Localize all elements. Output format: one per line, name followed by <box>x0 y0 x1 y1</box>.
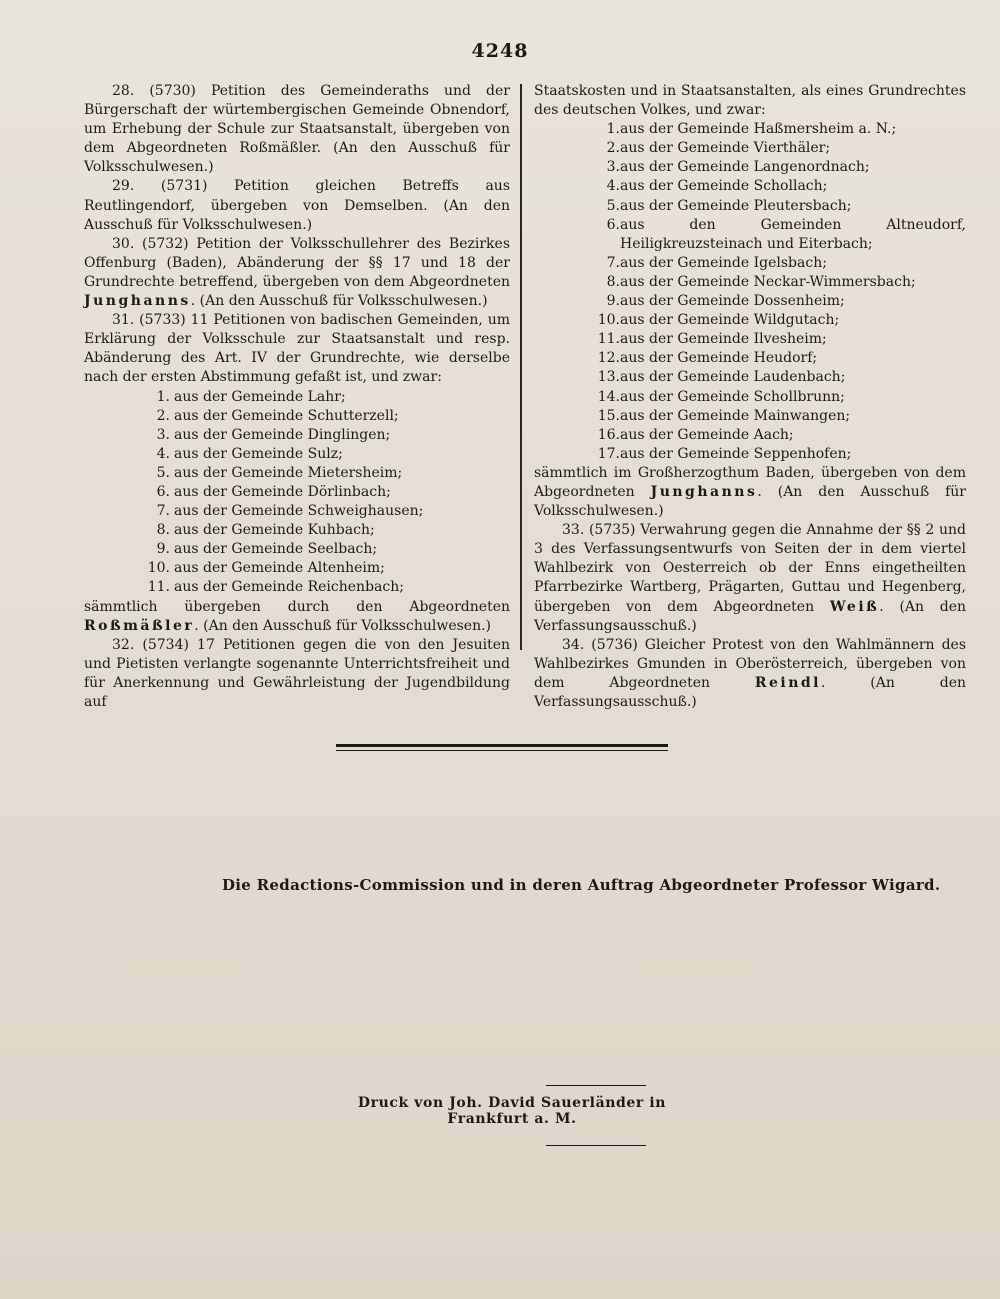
entry-33: 33. (5735) Verwahrung gegen die Annahme der §§ 2 und 3 des Verfassungsentwurfs von Seiten der in dem viertel Wahlbezirk von Oesterreich ob der Enns eingetheilten Pfarrbezirke Wartberg, Prägarten, Guttau und Hegenberg, übergeben von dem Abgeordneten Weiß. (An den Verfassungsausschuß.) <box>534 522 967 634</box>
list-item: 15. aus der Gemeinde Mainwangen; <box>597 407 851 424</box>
list-item: 17. aus der Gemeinde Seppenhofen; <box>597 445 852 462</box>
entry-30: 30. (5732) Petition der Volksschullehrer des Bezirkes Offenburg (Baden), Abänderung der §§ 17 und 18 der Grundrechte betreffend, übergeben von dem Abgeordneten Junghanns. (An den Ausschuß für Volksschulwesen.) <box>84 235 510 310</box>
list-item: 8. aus der Gemeinde Neckar-Wimmersbach; <box>606 273 916 290</box>
list-item: 1. aus der Gemeinde Lahr; <box>156 388 346 405</box>
list-item: 10. aus der Gemeinde Altenheim; <box>147 560 385 577</box>
list-item: 11. aus der Gemeinde Reichenbach; <box>147 579 404 596</box>
list-item: 8. aus der Gemeinde Kuhbach; <box>156 522 375 539</box>
list-item: 14. aus der Gemeinde Schollbrunn; <box>597 388 845 405</box>
list-item: 5. aus der Gemeinde Mietersheim; <box>156 464 403 481</box>
page-number: 4248 <box>471 40 529 62</box>
entry-34: 34. (5736) Gleicher Protest von den Wahlmännern des Wahlbezirkes Gmunden in Oberösterreich, übergeben von dem Abgeordneten Reindl. (An den Verfassungsausschuß.) <box>534 636 966 710</box>
entry-31: 31. (5733) 11 Petitionen von badischen Gemeinden, um Erklärung der Volksschule zur Staatsanstalt und resp. Abänderung des Art. IV der Grundrechte, wie derselbe nach der ersten Abstimmung gefaßt ist, und zwar: <box>84 312 510 386</box>
municipality-list-right <box>534 120 966 464</box>
editorial-commission-note: Die Redactions-Commission und in deren Auftrag Abgeordneter Professor Wigard. <box>222 876 941 894</box>
printer-imprint: Druck von Joh. David Sauerländer in Frankfurt a. M. <box>357 1095 667 1127</box>
list-item: 11. aus der Gemeinde Ilvesheim; <box>597 331 827 348</box>
column-divider <box>520 84 522 650</box>
list-item: 6. aus den Gemeinden Altneudorf, Heiligkreuzsteinach und Eiterbach; <box>606 216 966 252</box>
entry-28: 28. (5730) Petition des Gemeinderaths und der Bürgerschaft der würtembergischen Gemeinde Obnendorf, um Erhebung der Schule zur Staatsanstalt, übergeben von dem Abgeordneten Roßmäßler. (An den Ausschuß für Volksschulwesen.) <box>84 83 510 176</box>
imprint-rule-bottom <box>546 1145 646 1146</box>
entry-32-continued: Staatskosten und in Staatsanstalten, als eines Grundrechtes des deutschen Volkes, und zwar: <box>534 83 966 119</box>
list-item: 3. aus der Gemeinde Dinglingen; <box>156 426 391 443</box>
list-item: 4. aus der Gemeinde Schollach; <box>606 178 828 195</box>
list-item: 3. aus der Gemeinde Langenordnach; <box>606 159 870 176</box>
entry-29: 29. (5731) Petition gleichen Betreffs aus Reutlingendorf, übergeben von Demselben. (An den Ausschuß für Volksschulwesen.) <box>84 178 510 233</box>
section-rule-thin <box>336 750 668 751</box>
list-item: 16. aus der Gemeinde Aach; <box>597 426 794 443</box>
left-column <box>84 82 510 712</box>
list-item: 1. aus der Gemeinde Haßmersheim a. N.; <box>606 121 897 138</box>
entry-32-closing: sämmtlich im Großherzogthum Baden, übergeben von dem Abgeordneten Junghanns. (An den Ausschuß für Volksschulwesen.) <box>534 464 966 520</box>
list-item: 4. aus der Gemeinde Sulz; <box>156 445 343 462</box>
list-item: 10. aus der Gemeinde Wildgutach; <box>597 312 840 329</box>
list-item: 6. aus der Gemeinde Dörlinbach; <box>156 483 391 500</box>
imprint-rule-top <box>546 1085 646 1086</box>
list-item: 5. aus der Gemeinde Pleutersbach; <box>606 197 852 214</box>
right-column <box>534 82 966 712</box>
list-item: 13. aus der Gemeinde Laudenbach; <box>597 369 846 386</box>
entry-32: 32. (5734) 17 Petitionen gegen die von den Jesuiten und Pietisten verlangte sogenannte Unterrichtsfreiheit und für Anerkennung und Gewährleistung der Jugendbildung auf <box>84 636 510 710</box>
municipality-list-left <box>84 388 510 598</box>
list-item: 2. aus der Gemeinde Vierthäler; <box>606 140 831 157</box>
list-item: 7. aus der Gemeinde Schweighausen; <box>156 503 424 520</box>
list-item: 2. aus der Gemeinde Schutterzell; <box>156 407 399 424</box>
section-rule <box>336 744 668 747</box>
list-item: 12. aus der Gemeinde Heudorf; <box>597 350 818 367</box>
entry-31-closing: sämmtlich übergeben durch den Abgeordneten Roßmäßler. (An den Ausschuß für Volksschulwesen.) <box>84 598 510 634</box>
list-item: 9. aus der Gemeinde Dossenheim; <box>606 293 845 310</box>
list-item: 7. aus der Gemeinde Igelsbach; <box>606 254 827 271</box>
list-item: 9. aus der Gemeinde Seelbach; <box>156 541 378 558</box>
